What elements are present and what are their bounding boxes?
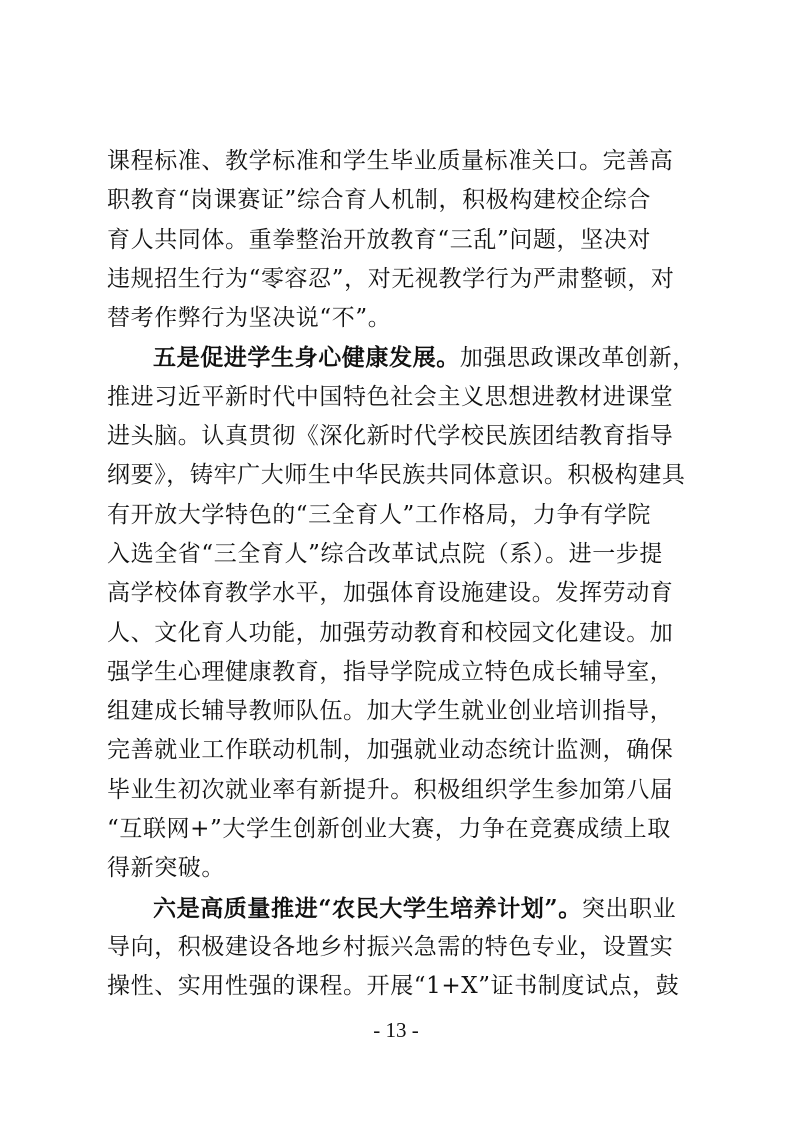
text-line (107, 417, 687, 456)
line-text: 组建成长辅导教师队伍。加大学生就业创业培训指导， (107, 698, 674, 725)
paragraph-heading: 六是高质量推进“农民大学生培养计划”。 (153, 894, 582, 922)
text-line (107, 614, 687, 653)
line-text: 毕业生初次就业率有新提升。积极组织学生参加第八届 (107, 776, 674, 803)
document-body (107, 142, 696, 1007)
line-text: “互联网+”大学生创新创业大赛，力争在竞赛成绩上取 (107, 816, 671, 843)
text-line (107, 378, 687, 417)
text-line (107, 221, 687, 260)
text-line (107, 260, 687, 299)
line-text: 入选全省“三全育人”综合改革试点院（系）。进一步提 (107, 540, 664, 567)
line-text: 推进习近平新时代中国特色社会主义思想进教材进课堂 (107, 383, 674, 410)
line-text: 操性、实用性强的课程。开展“1+X”证书制度试点，鼓 (107, 973, 680, 1000)
text-line (107, 771, 687, 810)
line-text: 人、文化育人功能，加强劳动教育和校园文化建设。加 (107, 619, 674, 646)
line-text: 强学生心理健康教育，指导学院成立特色成长辅导室， (107, 658, 674, 685)
line-text: 加强思政课改革创新， (459, 345, 696, 372)
text-line (107, 142, 687, 181)
line-text: 导向，积极建设各地乡村振兴急需的特色专业，设置实 (107, 933, 674, 960)
text-line (107, 181, 687, 220)
text-line (107, 574, 687, 613)
line-text: 课程标准、教学标准和学生毕业质量标准关口。完善高 (107, 148, 674, 174)
line-text: 进头脑。认真贯彻《深化新时代学校民族团结教育指导 (107, 423, 674, 450)
line-text: 高学校体育教学水平，加强体育设施建设。发挥劳动育 (107, 580, 674, 607)
text-line (107, 299, 687, 338)
paragraph-start-line (107, 338, 696, 377)
line-text: 完善就业工作联动机制，加强就业动态统计监测，确保 (107, 737, 674, 764)
text-line (107, 456, 687, 495)
line-text: 有开放大学特色的“三全育人”工作格局，力争有学院 (107, 501, 651, 528)
text-line (107, 692, 687, 731)
text-line (107, 967, 687, 1006)
paragraph-start-line (107, 889, 687, 928)
text-line (107, 496, 687, 535)
line-text: 违规招生行为“零容忍”，对无视教学行为严肃整顿，对 (107, 265, 675, 292)
line-text: 职教育“岗课赛证”综合育人机制，积极构建校企综合 (107, 187, 651, 214)
text-line (107, 653, 687, 692)
text-line (107, 849, 687, 888)
line-text: 育人共同体。重拳整治开放教育“三乱”问题，坚决对 (107, 226, 651, 253)
line-text: 得新突破。 (107, 855, 225, 882)
line-text: 纲要》，铸牢广大师生中华民族共同体意识。积极构建具 (107, 462, 686, 489)
text-line (107, 535, 687, 574)
line-text: 替考作弊行为坚决说“不”。 (107, 305, 392, 332)
text-line (107, 731, 687, 770)
text-line (107, 810, 687, 849)
paragraph-heading: 五是促进学生身心健康发展。 (153, 344, 460, 372)
text-line (107, 928, 687, 967)
line-text: 突出职业 (581, 895, 677, 922)
page-number: - 13 - (373, 1018, 419, 1042)
